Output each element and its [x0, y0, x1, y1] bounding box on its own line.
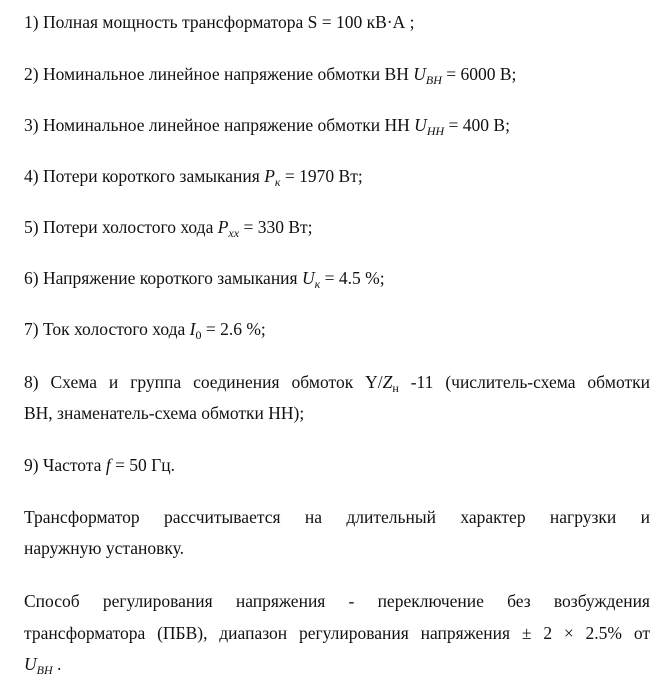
spec-item-3-text: 3) Номинальное линейное напряжение обмотки НН [24, 115, 415, 135]
spec-item-7 [24, 318, 266, 340]
paragraph-2-line-1 [24, 590, 650, 612]
paragraph-1-line-1 [24, 506, 650, 528]
spec-item-8-text-continued: ВН, знаменатель-схема обмотки НН); [24, 403, 305, 423]
spec-item-8-line-2 [24, 402, 304, 424]
spec-item-2-text: 2) Номинальное линейное напряжение обмотки ВН [24, 64, 414, 84]
paragraph-1-text-continued: наружную установку. [24, 538, 184, 558]
spec-item-4 [24, 165, 363, 187]
spec-item-6 [24, 267, 385, 289]
spec-item-3-subscript: НН [426, 124, 445, 138]
spec-item-4-symbol: P [264, 166, 275, 186]
paragraph-1-text: Трансформатор рассчитывается на длительный характер нагрузки и [24, 507, 650, 527]
spec-item-2 [24, 63, 516, 85]
spec-item-6-subscript: к [314, 277, 321, 291]
spec-item-8-subscript: н [392, 381, 399, 395]
spec-item-9 [24, 454, 175, 476]
spec-item-9-value: = 50 Гц. [110, 455, 176, 475]
spec-item-2-subscript: ВН [425, 73, 442, 87]
spec-item-4-value: = 1970 Вт; [280, 166, 363, 186]
spec-item-4-text: 4) Потери короткого замыкания [24, 166, 265, 186]
paragraph-2-symbol: U [24, 654, 37, 674]
spec-item-4-subscript: к [274, 175, 281, 189]
spec-item-7-symbol: I [189, 319, 196, 339]
spec-item-6-value: = 4.5 %; [320, 268, 385, 288]
spec-item-5-text: 5) Потери холостого хода [24, 217, 218, 237]
spec-item-3-symbol: U [414, 115, 427, 135]
paragraph-2-text-continued: трансформатора (ПБВ), диапазон регулирования напряжения ± 2 × 2.5% от [24, 623, 650, 643]
paragraph-2-text: Способ регулирования напряжения - переключение без возбуждения [24, 591, 650, 611]
spec-item-1-text: 1) Полная мощность трансформатора S = 100 кВ·А ; [24, 12, 415, 32]
spec-item-7-subscript: 0 [195, 328, 202, 342]
spec-item-6-symbol: U [301, 268, 315, 288]
spec-item-8-line-1 [24, 371, 650, 393]
spec-item-9-text: 9) Частота [24, 455, 106, 475]
spec-item-2-symbol: U [413, 64, 426, 84]
spec-item-3 [24, 114, 510, 136]
paragraph-2-subscript: ВН [36, 663, 53, 677]
paragraph-2-line-2 [24, 622, 650, 644]
spec-item-7-value: = 2.6 %; [201, 319, 266, 339]
spec-item-8-text: 8) Схема и группа соединения обмоток Y/ [24, 372, 383, 392]
spec-item-7-text: 7) Ток холостого хода [24, 319, 190, 339]
spec-item-1 [24, 11, 415, 33]
spec-item-6-text: 6) Напряжение короткого замыкания [24, 268, 302, 288]
paragraph-2-text-tail: . [52, 654, 62, 674]
spec-item-8-symbol: Z [382, 372, 393, 392]
spec-item-3-value: = 400 В; [444, 115, 510, 135]
spec-item-8-text-tail: -11 (числитель-схема обмотки [398, 372, 650, 392]
spec-item-5-symbol: P [217, 217, 229, 237]
spec-item-5-value: = 330 Вт; [239, 217, 313, 237]
paragraph-2-line-3 [24, 653, 61, 675]
paragraph-1-line-2 [24, 537, 184, 559]
spec-item-5-subscript: хх [228, 226, 240, 240]
spec-item-9-symbol: f [105, 455, 111, 475]
spec-item-2-value: = 6000 В; [441, 64, 517, 84]
spec-item-5 [24, 216, 313, 238]
